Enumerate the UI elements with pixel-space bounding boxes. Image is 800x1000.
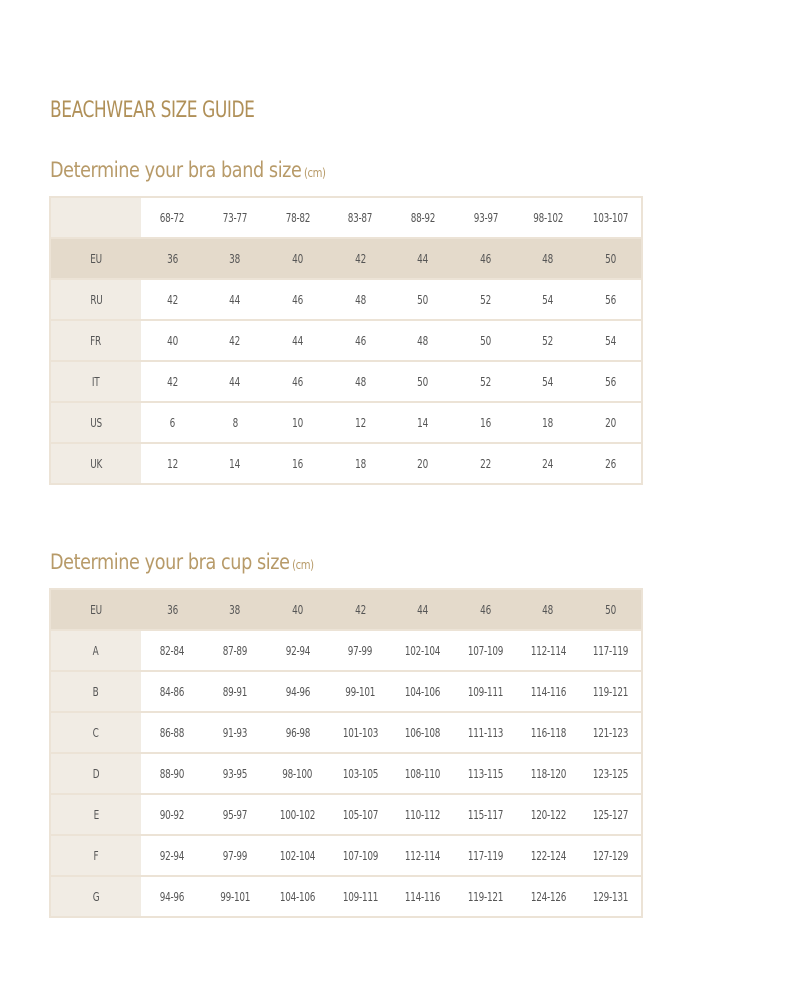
cell-value: 12 (354, 415, 366, 430)
cell-value: 102-104 (405, 643, 441, 658)
table-cell (329, 197, 392, 238)
table-cell (204, 630, 267, 671)
table-cell (454, 630, 517, 671)
cell-value: 106-108 (405, 725, 441, 740)
table-row (50, 320, 642, 361)
table-cell (517, 876, 580, 917)
table-cell (392, 320, 455, 361)
cell-value: 99-101 (219, 889, 250, 904)
table-cell (329, 835, 392, 876)
cell-value: 104-106 (279, 889, 316, 904)
row-label-cell (50, 238, 141, 279)
table-cell (392, 671, 455, 712)
cell-value: 103-107 (592, 210, 628, 225)
table-cell (517, 712, 580, 753)
table-cell (266, 835, 329, 876)
table-cell (204, 589, 267, 630)
table-cell (454, 197, 517, 238)
table-cell (517, 361, 580, 402)
cell-value: 95-97 (222, 807, 248, 822)
table-cell (141, 197, 204, 238)
cell-value: 42 (354, 251, 366, 266)
cell-value: 40 (292, 251, 303, 266)
table-row (50, 630, 642, 671)
table-cell (579, 238, 642, 279)
table-cell (392, 279, 455, 320)
table-cell (329, 794, 392, 835)
table-cell (579, 320, 642, 361)
table-cell (141, 320, 204, 361)
cell-value: 52 (480, 374, 491, 389)
table-cell (266, 671, 329, 712)
cell-value: 36 (166, 251, 178, 266)
cell-value: 91-93 (222, 725, 248, 740)
table-cell (579, 279, 642, 320)
table-cell (266, 794, 329, 835)
table-cell (579, 671, 642, 712)
cell-value: 117-119 (467, 848, 504, 863)
table-cell (204, 320, 267, 361)
cell-value: 113-115 (467, 766, 504, 781)
table-cell (454, 794, 517, 835)
table-cell (454, 712, 517, 753)
table-cell (517, 835, 580, 876)
table-cell (392, 794, 455, 835)
cell-value: 52 (480, 292, 491, 307)
cup-size-title-text: Determine your bra cup size (50, 550, 290, 574)
table-cell (266, 443, 329, 484)
table-cell (329, 320, 392, 361)
cell-value: 84-86 (160, 684, 185, 699)
cell-value: 42 (229, 333, 241, 348)
row-label: US (90, 415, 102, 430)
table-cell (329, 671, 392, 712)
cell-value: 44 (417, 251, 429, 266)
cell-value: 40 (292, 602, 303, 617)
row-label: RU (89, 292, 103, 307)
table-cell (579, 712, 642, 753)
band-size-title-text: Determine your bra band size (50, 158, 302, 182)
table-cell (454, 402, 517, 443)
table-row (50, 402, 642, 443)
row-label-cell (50, 712, 141, 753)
cell-value: 114-116 (405, 889, 441, 904)
page-title: BEACHWEAR SIZE GUIDE (50, 98, 255, 123)
table-cell (392, 197, 455, 238)
table-cell (579, 443, 642, 484)
table-row (50, 238, 642, 279)
table-cell (454, 876, 517, 917)
table-row (50, 835, 642, 876)
table-cell (329, 238, 392, 279)
table-cell (329, 589, 392, 630)
cell-value: 117-119 (592, 643, 628, 658)
table-cell (204, 753, 267, 794)
row-label-cell (50, 197, 141, 238)
table-cell (579, 589, 642, 630)
cell-value: 129-131 (592, 889, 628, 904)
table-cell (204, 238, 267, 279)
row-label: EU (90, 251, 102, 266)
cell-value: 97-99 (347, 643, 373, 658)
table-cell (579, 753, 642, 794)
cell-value: 6 (169, 415, 176, 430)
cell-value: 87-89 (222, 643, 248, 658)
cell-value: 107-109 (467, 643, 504, 658)
table-cell (266, 238, 329, 279)
table-cell (517, 671, 580, 712)
table-cell (392, 712, 455, 753)
table-cell (392, 630, 455, 671)
table-cell (204, 835, 267, 876)
cell-value: 48 (542, 251, 554, 266)
table-cell (329, 279, 392, 320)
table-cell (454, 320, 517, 361)
table-cell (454, 238, 517, 279)
table-cell (517, 320, 580, 361)
row-label-cell (50, 876, 141, 917)
cell-value: 54 (542, 292, 554, 307)
row-label: D (92, 766, 100, 781)
cell-value: 56 (604, 292, 616, 307)
cell-value: 102-104 (279, 848, 316, 863)
table-cell (204, 712, 267, 753)
table-cell (454, 753, 517, 794)
table-row (50, 443, 642, 484)
cell-value: 92-94 (160, 848, 185, 863)
cell-value: 109-111 (467, 684, 504, 699)
cell-value: 94-96 (285, 684, 310, 699)
cell-value: 20 (417, 456, 429, 471)
table-cell (517, 630, 580, 671)
cell-value: 46 (292, 374, 303, 389)
cell-value: 96-98 (285, 725, 310, 740)
cell-value: 44 (417, 602, 429, 617)
cell-value: 124-126 (530, 889, 566, 904)
table-cell (329, 712, 392, 753)
table-cell (266, 197, 329, 238)
cell-value: 73-77 (222, 210, 248, 225)
table-cell (454, 443, 517, 484)
table-cell (204, 197, 267, 238)
row-label-cell (50, 320, 141, 361)
row-label-cell (50, 402, 141, 443)
table-cell (392, 361, 455, 402)
table-cell (266, 589, 329, 630)
cell-value: 48 (354, 292, 366, 307)
table-cell (579, 835, 642, 876)
cell-value: 44 (229, 292, 241, 307)
cell-value: 98-100 (282, 766, 313, 781)
table-cell (454, 589, 517, 630)
cell-value: 54 (604, 333, 616, 348)
row-label: E (93, 807, 99, 822)
row-label-cell (50, 361, 141, 402)
cell-value: 26 (604, 456, 616, 471)
cell-value: 8 (232, 415, 238, 430)
table-cell (141, 630, 204, 671)
cell-value: 46 (480, 602, 491, 617)
table-cell (454, 835, 517, 876)
cell-value: 16 (480, 415, 491, 430)
band-range-header-row (50, 197, 642, 238)
cell-value: 40 (166, 333, 178, 348)
table-cell (392, 402, 455, 443)
cell-value: 127-129 (592, 848, 628, 863)
cell-value: 52 (542, 333, 554, 348)
table-cell (517, 794, 580, 835)
cell-value: 16 (292, 456, 303, 471)
table-cell (392, 589, 455, 630)
table-cell (266, 402, 329, 443)
cell-value: 38 (229, 251, 241, 266)
cell-value: 54 (542, 374, 554, 389)
table-cell (141, 794, 204, 835)
table-cell (141, 753, 204, 794)
cell-value: 93-97 (473, 210, 498, 225)
table-cell (141, 671, 204, 712)
cell-value: 14 (229, 456, 241, 471)
table-cell (266, 320, 329, 361)
table-cell (141, 402, 204, 443)
cell-value: 14 (417, 415, 429, 430)
row-label: EU (90, 602, 102, 617)
cell-value: 18 (542, 415, 554, 430)
cell-value: 118-120 (530, 766, 566, 781)
table-cell (141, 443, 204, 484)
cell-value: 105-107 (342, 807, 378, 822)
table-cell (517, 279, 580, 320)
cell-value: 24 (542, 456, 554, 471)
row-label-cell (50, 443, 141, 484)
cell-value: 115-117 (467, 807, 504, 822)
cell-value: 125-127 (592, 807, 628, 822)
cell-value: 78-82 (285, 210, 310, 225)
table-cell (454, 671, 517, 712)
table-cell (517, 753, 580, 794)
row-label-cell (50, 794, 141, 835)
band-size-table (49, 196, 643, 485)
table-cell (392, 876, 455, 917)
table-cell (392, 753, 455, 794)
table-cell (204, 876, 267, 917)
cell-value: 108-110 (405, 766, 441, 781)
table-cell (141, 835, 204, 876)
table-cell (204, 443, 267, 484)
row-label-cell (50, 630, 141, 671)
cup-size-table (49, 588, 643, 918)
cell-value: 48 (417, 333, 429, 348)
cell-value: 42 (354, 602, 366, 617)
cell-value: 50 (417, 292, 429, 307)
table-cell (517, 238, 580, 279)
table-cell (579, 876, 642, 917)
cell-value: 97-99 (222, 848, 248, 863)
table-row (50, 876, 642, 917)
table-cell (266, 361, 329, 402)
cell-value: 83-87 (347, 210, 373, 225)
table-cell (204, 361, 267, 402)
row-label-cell (50, 279, 141, 320)
table-cell (517, 197, 580, 238)
row-label: IT (92, 374, 100, 389)
table-row (50, 279, 642, 320)
cell-value: 88-90 (160, 766, 185, 781)
table-cell (579, 361, 642, 402)
table-cell (204, 794, 267, 835)
cell-value: 99-101 (345, 684, 376, 699)
table-cell (141, 712, 204, 753)
cell-value: 22 (480, 456, 491, 471)
cell-value: 46 (292, 292, 303, 307)
cell-value: 107-109 (342, 848, 378, 863)
table-cell (266, 712, 329, 753)
row-label: FR (90, 333, 102, 348)
row-label: C (93, 725, 99, 740)
cell-value: 48 (542, 602, 554, 617)
row-label: F (93, 848, 99, 863)
table-cell (329, 630, 392, 671)
cell-value: 120-122 (530, 807, 566, 822)
cell-value: 104-106 (405, 684, 441, 699)
cell-value: 44 (229, 374, 241, 389)
cell-value: 119-121 (467, 889, 504, 904)
row-label: G (92, 889, 100, 904)
table-cell (392, 835, 455, 876)
cell-value: 98-102 (533, 210, 564, 225)
table-cell (329, 876, 392, 917)
cell-value: 90-92 (160, 807, 185, 822)
table-cell (141, 279, 204, 320)
table-cell (579, 630, 642, 671)
row-label-cell (50, 835, 141, 876)
table-cell (517, 402, 580, 443)
cell-value: 38 (229, 602, 241, 617)
cell-value: 50 (417, 374, 429, 389)
cell-value: 122-124 (530, 848, 566, 863)
cell-value: 12 (166, 456, 178, 471)
cell-value: 48 (354, 374, 366, 389)
table-cell (329, 361, 392, 402)
cell-value: 46 (480, 251, 491, 266)
table-row (50, 712, 642, 753)
cell-value: 46 (354, 333, 366, 348)
cell-value: 93-95 (222, 766, 248, 781)
table-cell (579, 794, 642, 835)
row-label-cell (50, 753, 141, 794)
cell-value: 42 (166, 292, 178, 307)
cell-value: 88-92 (410, 210, 436, 225)
cell-value: 56 (604, 374, 616, 389)
table-cell (329, 402, 392, 443)
cup-size-title (50, 550, 314, 574)
cell-value: 68-72 (160, 210, 185, 225)
cell-value: 116-118 (530, 725, 566, 740)
table-cell (141, 361, 204, 402)
cell-value: 112-114 (530, 643, 566, 658)
cell-value: 44 (292, 333, 303, 348)
cell-value: 82-84 (160, 643, 185, 658)
cell-value: 92-94 (285, 643, 310, 658)
row-label: UK (90, 456, 102, 471)
table-cell (454, 361, 517, 402)
table-cell (266, 876, 329, 917)
cell-value: 112-114 (405, 848, 441, 863)
table-cell (141, 876, 204, 917)
table-cell (141, 589, 204, 630)
table-cell (454, 279, 517, 320)
cell-value: 86-88 (160, 725, 185, 740)
cell-value: 94-96 (160, 889, 185, 904)
row-label: B (93, 684, 99, 699)
cell-value: 123-125 (592, 766, 628, 781)
table-cell (517, 589, 580, 630)
band-size-title (50, 158, 326, 182)
cell-value: 20 (604, 415, 616, 430)
table-cell (204, 279, 267, 320)
table-cell (392, 443, 455, 484)
table-cell (204, 402, 267, 443)
cell-value: 114-116 (530, 684, 566, 699)
cell-value: 36 (166, 602, 178, 617)
table-row (50, 671, 642, 712)
table-cell (266, 753, 329, 794)
cell-value: 18 (354, 456, 366, 471)
cell-value: 109-111 (342, 889, 378, 904)
table-cell (266, 279, 329, 320)
table-cell (329, 753, 392, 794)
cell-value: 10 (292, 415, 303, 430)
row-label-cell (50, 589, 141, 630)
cell-value: 89-91 (222, 684, 248, 699)
table-cell (517, 443, 580, 484)
row-label: A (93, 643, 99, 658)
table-cell (141, 238, 204, 279)
cup-size-unit: (cm) (292, 558, 314, 572)
table-row (50, 753, 642, 794)
row-label-cell (50, 671, 141, 712)
table-cell (579, 197, 642, 238)
cell-value: 103-105 (342, 766, 378, 781)
cell-value: 50 (480, 333, 491, 348)
cell-value: 100-102 (279, 807, 316, 822)
table-cell (204, 671, 267, 712)
cell-value: 119-121 (592, 684, 628, 699)
table-cell (266, 630, 329, 671)
table-row (50, 589, 642, 630)
table-cell (329, 443, 392, 484)
cell-value: 101-103 (342, 725, 378, 740)
cell-value: 110-112 (405, 807, 441, 822)
table-row (50, 361, 642, 402)
cell-value: 121-123 (592, 725, 628, 740)
cell-value: 50 (604, 602, 616, 617)
cell-value: 50 (604, 251, 616, 266)
band-size-unit: (cm) (303, 166, 326, 180)
table-cell (579, 402, 642, 443)
table-cell (392, 238, 455, 279)
table-row (50, 794, 642, 835)
cell-value: 111-113 (467, 725, 504, 740)
cell-value: 42 (166, 374, 178, 389)
